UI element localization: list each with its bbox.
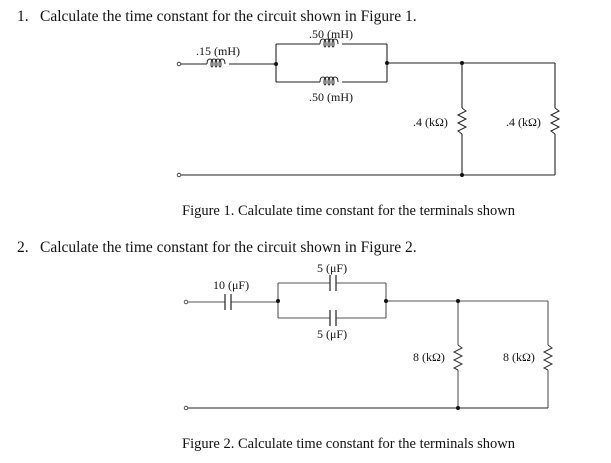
- inductor-parallel-top-icon: [320, 39, 338, 47]
- node-icon: [460, 173, 464, 177]
- inductor-series-icon: [207, 59, 225, 67]
- label-parallel-bottom-capacitor: 5 (μF): [317, 327, 348, 341]
- label-resistor-right: .4 (kΩ): [506, 115, 541, 129]
- question-2-number: 2.: [17, 239, 29, 256]
- terminal-top-icon: [184, 300, 188, 304]
- label-resistor-left: .4 (kΩ): [413, 115, 448, 129]
- label-resistor-right: 8 (kΩ): [503, 350, 535, 364]
- capacitor-parallel-bottom-icon: [330, 310, 336, 326]
- node-icon: [456, 299, 460, 303]
- terminal-bottom-icon: [177, 173, 181, 177]
- figure-2-caption: Figure 2. Calculate time constant for the terminals shown: [182, 436, 516, 452]
- label-parallel-bottom-inductor: .50 (mH): [309, 90, 353, 104]
- node-icon: [456, 406, 460, 410]
- capacitor-parallel-top-icon: [330, 275, 336, 291]
- label-parallel-top-inductor: .50 (mH): [309, 27, 353, 41]
- label-series-capacitor: 10 (μF): [213, 278, 250, 292]
- resistor-left-icon: [454, 345, 462, 370]
- figure-1-caption: Figure 1. Calculate time constant for the terminals shown: [182, 203, 516, 219]
- question-1-text: Calculate the time constant for the circuit shown in Figure 1.: [40, 8, 417, 25]
- node-icon: [385, 61, 389, 65]
- terminal-top-icon: [177, 62, 181, 66]
- node-icon: [276, 299, 280, 303]
- inductor-parallel-bottom-icon: [320, 77, 338, 85]
- terminal-bottom-icon: [184, 406, 188, 410]
- node-icon: [274, 62, 278, 66]
- node-icon: [384, 299, 388, 303]
- label-parallel-top-capacitor: 5 (μF): [317, 261, 348, 275]
- label-series-inductor: .15 (mH): [196, 44, 240, 58]
- label-resistor-left: 8 (kΩ): [413, 350, 445, 364]
- question-2-text: Calculate the time constant for the circuit shown in Figure 2.: [40, 239, 417, 256]
- resistor-right-icon: [544, 345, 552, 370]
- resistor-left-icon: [458, 108, 466, 134]
- resistor-right-icon: [551, 108, 559, 134]
- node-icon: [460, 61, 464, 65]
- capacitor-series-icon: [225, 294, 231, 310]
- question-1-number: 1.: [17, 8, 29, 25]
